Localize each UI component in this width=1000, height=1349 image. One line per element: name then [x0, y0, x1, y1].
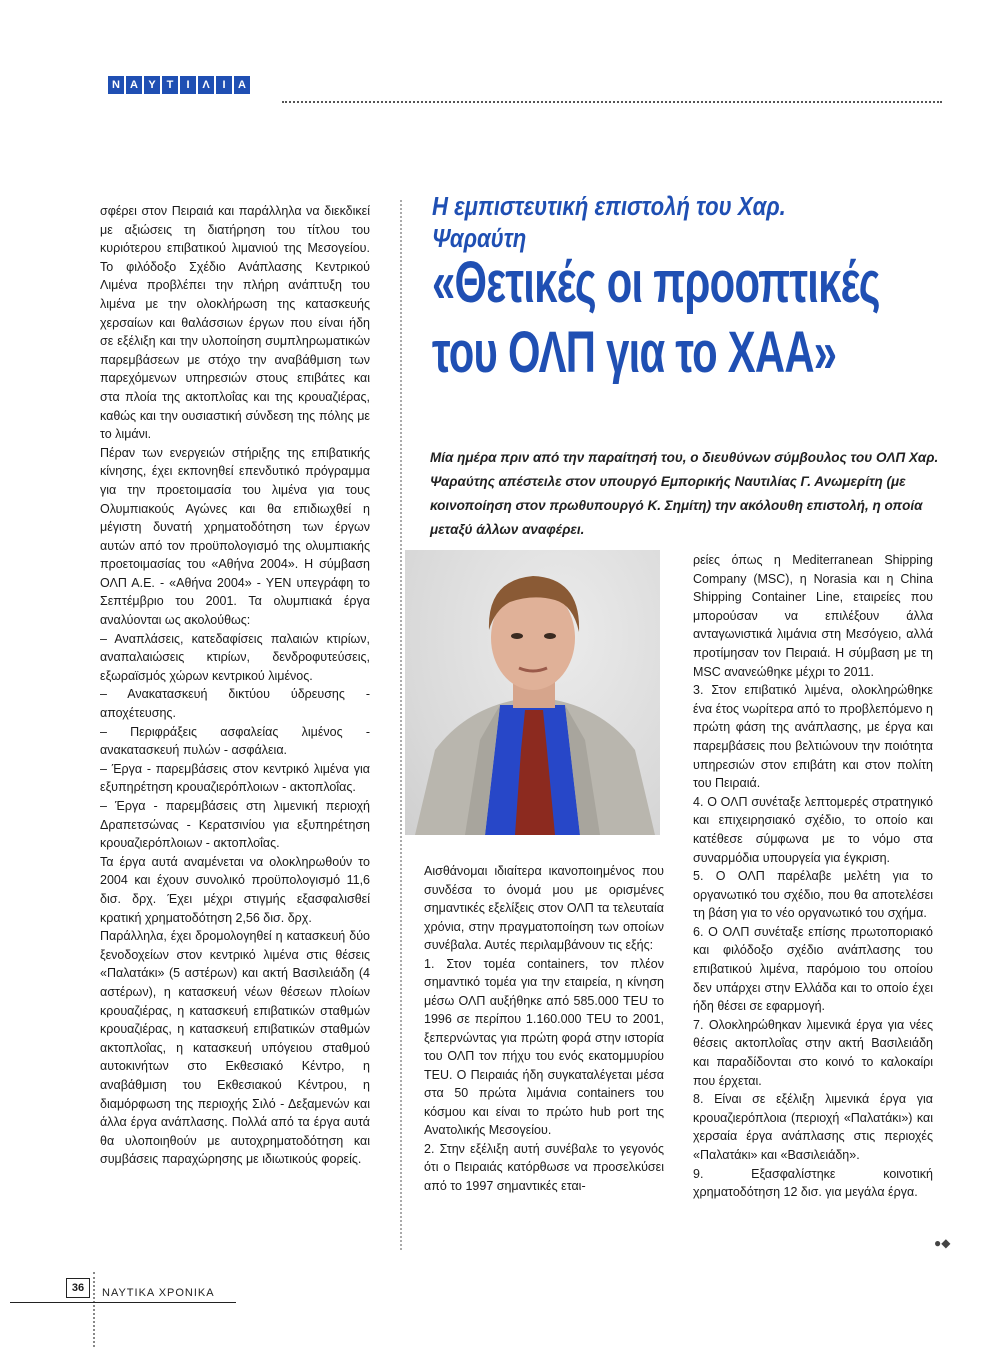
col1-paragraph: Παράλληλα, έχει δρομολογηθεί η κατασκευή δύο ξενοδοχείων στον κεντρικό λιμένα στις θέσεις «Παλατάκι» (5 αστέρων) και ακτή Βασιλειάδη (4 αστέρων), η κατασκευή νέων θέσεων πλοίων κρουαζιέρας, η κατασκευή επιβατικών σταθμών κρουαζιέρας, η κατασκευή επιβατικών σταθμών ακτοπλοΐας, η κατασκευή υπόγειου σταθμού αυτοκινήτων στο Εκθεσιακό Κέντρο, η αναβάθμιση του Εκθεσιακού Κέντρου, η διαμόρφωση της περιοχής Σιλό - Δεξαμενών και άλλα έργα ανάπλασης. Πολλά από τα έργα αυτά θα υλοποιηθούν με αυτοχρηματοδότηση και συμβάσεις παραχώρησης με ιδιωτικούς φορείς. [100, 929, 370, 1167]
col3-paragraph: 4. Ο ΟΛΠ συνέταξε λεπτομερές στρατηγικό και επιχειρησιακό σχέδιο, το οποίο και κατέθεσε σύμφωνα με το νόμο στα συναρμόδια υπουργεία για έγκριση. [693, 794, 933, 865]
col3-paragraph: 3. Στον επιβατικό λιμένα, ολοκληρώθηκε ένα έτος νωρίτερα από το προβλεπόμενο η πρώτη φάση της ανάπλασης, με έργα και παρεμβάσεις που βελτιώνουν την ποιότητα υπηρεσιών στον επιβάτη και στον πολίτη του Πειραιά. [693, 683, 933, 791]
section-tag-letter: Α [126, 76, 142, 94]
section-tag-letter: Α [234, 76, 250, 94]
section-tag-letter: Ν [108, 76, 124, 94]
section-tag-letter: Λ [198, 76, 214, 94]
col3-paragraph: 7. Ολοκληρώθηκαν λιμενικά έργα για νέες θέσεις ακτοπλοΐας στην ακτή Βασιλειάδη και παραδίδονται στο κοινό το καλοκαίρι που έρχεται. [693, 1017, 933, 1088]
article-headline [432, 248, 880, 388]
col1-paragraph: Τα έργα αυτά αναμένεται να ολοκληρωθούν το 2004 και έχουν συνολικό προϋπολογισμό 11,6 δισ. δρχ. Έχει μέχρι στιγμής εξασφαλισθεί κρατική χρηματοδότηση 2,56 δισ. δρχ. [100, 854, 370, 925]
col1-paragraph: Πέραν των ενεργειών στήριξης της επιβατικής κίνησης, έχει εκπονηθεί επενδυτικό πρόγραμμα για την προετοιμασία του λιμένα για τους Ολυμπιακούς Αγώνες και θα επιδιωχθεί η μέγιστη δυνατή χρηματοδότηση των έργων αυτών από τον προϋπολογισμό της ολυμπιακής προετοιμασίας του «Αθήνα 2004». Η σύμβαση ΟΛΠ Α.Ε. - «Αθήνα 2004» - ΥΕΝ υπεγράφη το Σεπτέμβριο του 2001. Τα ολυμπιακά έργα αναλύονται ως ακολούθως: [100, 445, 370, 628]
headline-line-1: «Θετικές οι προοπτικές [432, 250, 880, 315]
section-tag-letter: Τ [162, 76, 178, 94]
col3-paragraph: ρείες όπως η Mediterranean Shipping Company (MSC), η Norasia και η China Shipping Container Line, εταιρείες που μπορούσαν να επιλέξουν άλλα ανταγωνιστικά λιμάνια στη Μεσόγειο, αλλά προτίμησαν τον Πειραιά. Η σύμβαση με τη MSC ανανεώθηκε μέχρι το 2011. [693, 553, 933, 679]
column-divider [400, 200, 402, 1250]
article-lead: Μία ημέρα πριν από την παραίτησή του, ο διευθύνων σύμβουλος του ΟΛΠ Χαρ. Ψαραύτης απέστειλε στον υπουργό Εμπορικής Ναυτιλίας Γ. Ανωμερίτη (με κοινοποίηση στον πρωθυπουργό Κ. Σημίτη) την ακόλουθη επιστολή, η οποία μεταξύ άλλων αναφέρει. [430, 450, 939, 537]
portrait-illustration [405, 550, 660, 835]
header-dotted-rule [282, 101, 942, 103]
col2-paragraph: 2. Στην εξέλιξη αυτή συνέβαλε το γεγονός ότι ο Πειραιάς κατόρθωσε να προσελκύσει από το 1997 σημαντικές εται- [424, 1141, 664, 1193]
section-tag-letter: Ι [180, 76, 196, 94]
col3-paragraph: 5. Ο ΟΛΠ παρέλαβε μελέτη για το οργανωτικό του σχέδιο, που θα αποτελέσει τη βάση για το νέο οργανωτικό του σχήμα. [693, 869, 933, 921]
section-tag [108, 76, 250, 94]
col1-paragraph: – Έργα - παρεμβάσεις στον κεντρικό λιμένα για εξυπηρέτηση κρουαζιερόπλοιων - ακτοπλοΐας. [100, 761, 370, 795]
col3-paragraph: 9. Εξασφαλίστηκε κοινοτική χρηματοδότηση 12 δισ. για μεγάλα έργα. [693, 1166, 933, 1200]
article-kicker: Η εμπιστευτική επιστολή του Χαρ. Ψαραύτη [432, 191, 786, 253]
col1-paragraph: – Αναπλάσεις, κατεδαφίσεις παλαιών κτιρίων, αναπαλαιώσεις κτιρίων, δενδροφυτεύσεις, εξωραϊσμός χώρων κεντρικού λιμένος. [100, 631, 370, 683]
column-1 [100, 202, 370, 1169]
col2-paragraph: Αισθάνομαι ιδιαίτερα ικανοποιημένος που συνδέσα το όνομά μου με ορισμένες σημαντικές εξελίξεις στον ΟΛΠ τα τελευταία χρόνια, στην πραγματοποίηση των οποίων συνέβαλα. Αυτές περιλαμβάνουν τις εξής: [424, 864, 664, 952]
column-3 [693, 551, 933, 1202]
portrait-photo [405, 550, 660, 835]
section-tag-letter: Υ [144, 76, 160, 94]
col1-paragraph: – Περιφράξεις ασφαλείας λιμένος - ανακατασκευή πυλών - ασφάλεια. [100, 724, 370, 758]
col1-paragraph: – Ανακατασκευή δικτύου ύδρευσης - αποχέτευσης. [100, 687, 370, 721]
col1-paragraph: σφέρει στον Πειραιά και παράλληλα να διεκδικεί με αξιώσεις τη διατήρηση του τίτλου του κυριότερου επιβατικού λιμανιού της Μεσογείου. Το φιλόδοξο Σχέδιο Ανάπλασης Κεντρικού Λιμένα προβλέπει την πλήρη ανάπτυξη του λιμένα με την ολοκλήρωση της κατασκευής χερσαίων και θαλάσσιων έργων που είναι ήδη σε εξέλιξη και την υλοποίηση συμπληρωματικών παρεμβάσεων με στόχο την αναβάθμιση των παρεχόμενων υπηρεσιών στους επιβάτες και στα πλοία της ακτοπλοΐας και της κρουαζιέρας, καθώς και την ουσιαστική σύνδεση της πόλης με το λιμάνι. [100, 204, 370, 442]
col3-paragraph: 8. Είναι σε εξέλιξη λιμενικά έργα για κρουαζιερόπλοια (περιοχή «Παλατάκι») και χερσαία έργα ανάπλασης στις περιοχές «Παλατάκι» και «Βασιλειάδη». [693, 1092, 933, 1162]
col2-paragraph: 1. Στον τομέα containers, τον πλέον σημαντικό τομέα για την εταιρεία, η κίνηση μέσω ΟΛΠ αυξήθηκε από 585.000 TEU το 1996 σε περίπου 1.160.000 TEU το 2001, ξεπερνώντας για πρώτη φορά στην ιστορία του ΟΛΠ τον πήχυ του ενός εκατομμυρίου TEU. Ο Πειραιάς ήδη συγκαταλέγεται μέσα στα 50 πρώτα λιμάνια containers του κόσμου και είναι το πρώτο hub port της Ανατολικής Μεσογείου. [424, 956, 664, 1137]
continued-arrow-icon: ●◆ [934, 1236, 951, 1250]
column-2 [424, 862, 664, 1195]
section-tag-letter: Ι [216, 76, 232, 94]
page-number: 36 [66, 1278, 90, 1298]
footer-dotted-rule [93, 1272, 95, 1347]
publication-title: ΝΑΥΤΙΚΑ ΧΡΟΝΙΚΑ [102, 1287, 215, 1299]
headline-line-2: του ΟΛΠ για το ΧΑΑ» [432, 320, 837, 385]
footer-rule [10, 1302, 236, 1303]
col1-paragraph: – Έργα - παρεμβάσεις στη λιμενική περιοχή Δραπετσώνας - Κερατσινίου για εξυπηρέτηση κρουαζιερόπλοιων - ακτοπλοΐας. [100, 799, 370, 851]
col3-paragraph: 6. Ο ΟΛΠ συνέταξε επίσης πρωτοποριακό και φιλόδοξο σχέδιο ανάπλασης του επιβατικού λιμένα, παρόμοιο του οποίου δεν υπάρχει στην Ελλάδα και το οποίο έχει ήδη θέσει σε εφαρμογή. [693, 924, 933, 1014]
